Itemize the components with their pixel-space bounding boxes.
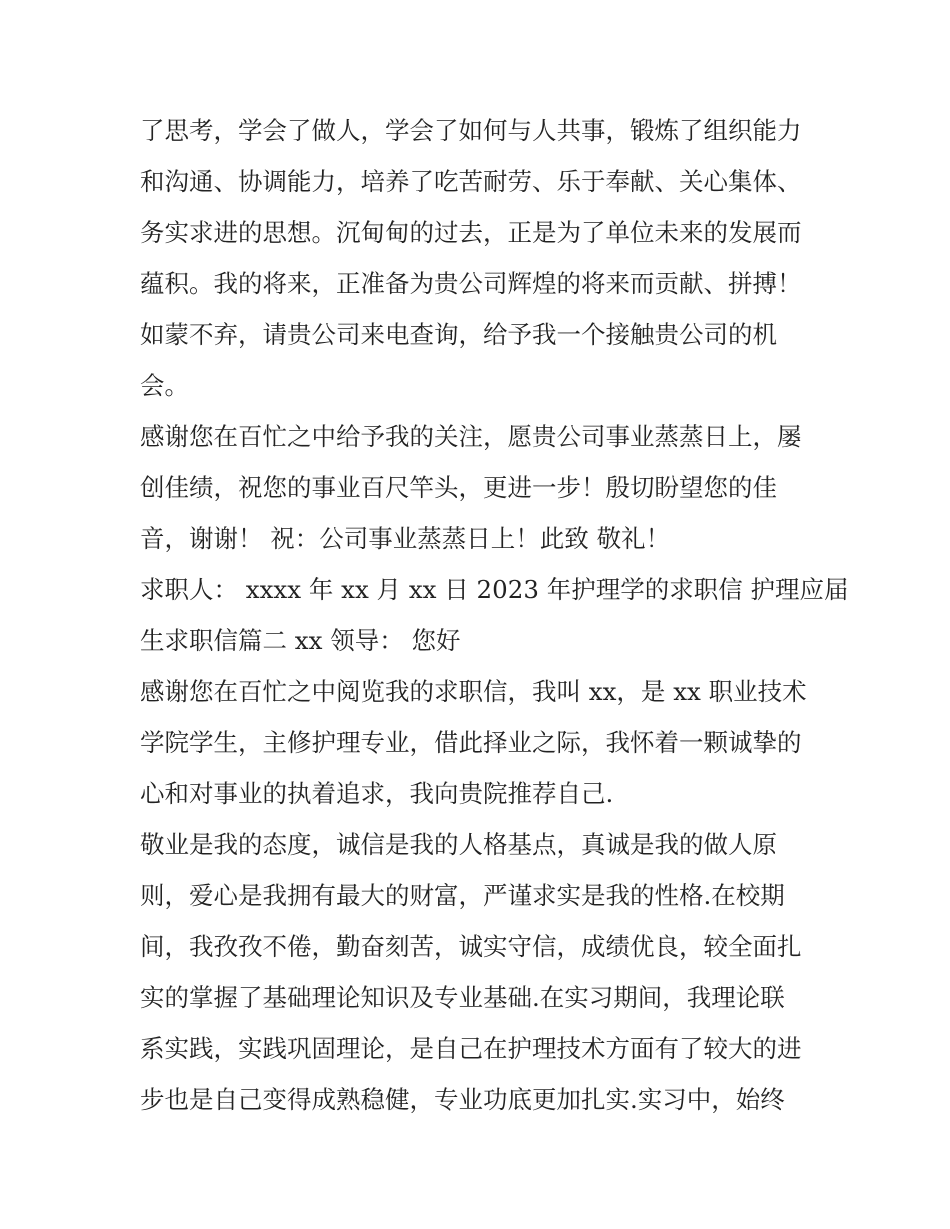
text-line: 实的掌握了基础理论知识及专业基础.在实习期间，我理论联 [140, 983, 785, 1012]
document-body [140, 105, 849, 1125]
text-line: 系实践，实践巩固理论，是自己在护理技术方面有了较大的进 [140, 1034, 802, 1063]
text-line: 和沟通、协调能力，培养了吃苦耐劳、乐于奉献、关心集体、 [140, 167, 802, 196]
text-line: 心和对事业的执着追求，我向贵院推荐自己. [140, 779, 614, 808]
text-line: 蕴积。我的将来，正准备为贵公司辉煌的将来而贡献、拼搏！ [140, 269, 802, 298]
text-line: 音，谢谢！ 祝：公司事业蒸蒸日上！此致 敬礼！ [140, 524, 671, 553]
text-line: 会。 [140, 371, 189, 400]
text-line: 学院学生，主修护理专业，借此择业之际，我怀着一颗诚挚的 [140, 728, 802, 757]
text-line: 敬业是我的态度，诚信是我的人格基点，真诚是我的做人原 [140, 830, 777, 859]
text-line: 间，我孜孜不倦，勤奋刻苦，诚实守信，成绩优良，较全面扎 [140, 932, 802, 961]
text-line: 则，爱心是我拥有最大的财富，严谨求实是我的性格.在校期 [140, 881, 785, 910]
text-line: 创佳绩，祝您的事业百尺竿头，更进一步！殷切盼望您的佳 [140, 473, 777, 502]
text-line: 步也是自己变得成熟稳健，专业功底更加扎实.实习中，始终 [140, 1085, 785, 1114]
text-line: 如蒙不弃，请贵公司来电查询，给予我一个接触贵公司的机 [140, 320, 777, 349]
text-line: 求职人： xxxx 年 xx 月 xx 日 2023 年护理学的求职信 护理应届 [140, 575, 849, 604]
text-line: 感谢您在百忙之中给予我的关注，愿贵公司事业蒸蒸日上，屡 [140, 422, 802, 451]
text-line: 了思考，学会了做人，学会了如何与人共事，锻炼了组织能力 [140, 116, 802, 145]
text-line: 感谢您在百忙之中阅览我的求职信，我叫 xx，是 xx 职业技术 [140, 677, 807, 706]
text-line: 生求职信篇二 xx 领导： 您好 [140, 626, 461, 655]
text-line: 务实求进的思想。沉甸甸的过去，正是为了单位未来的发展而 [140, 218, 802, 247]
